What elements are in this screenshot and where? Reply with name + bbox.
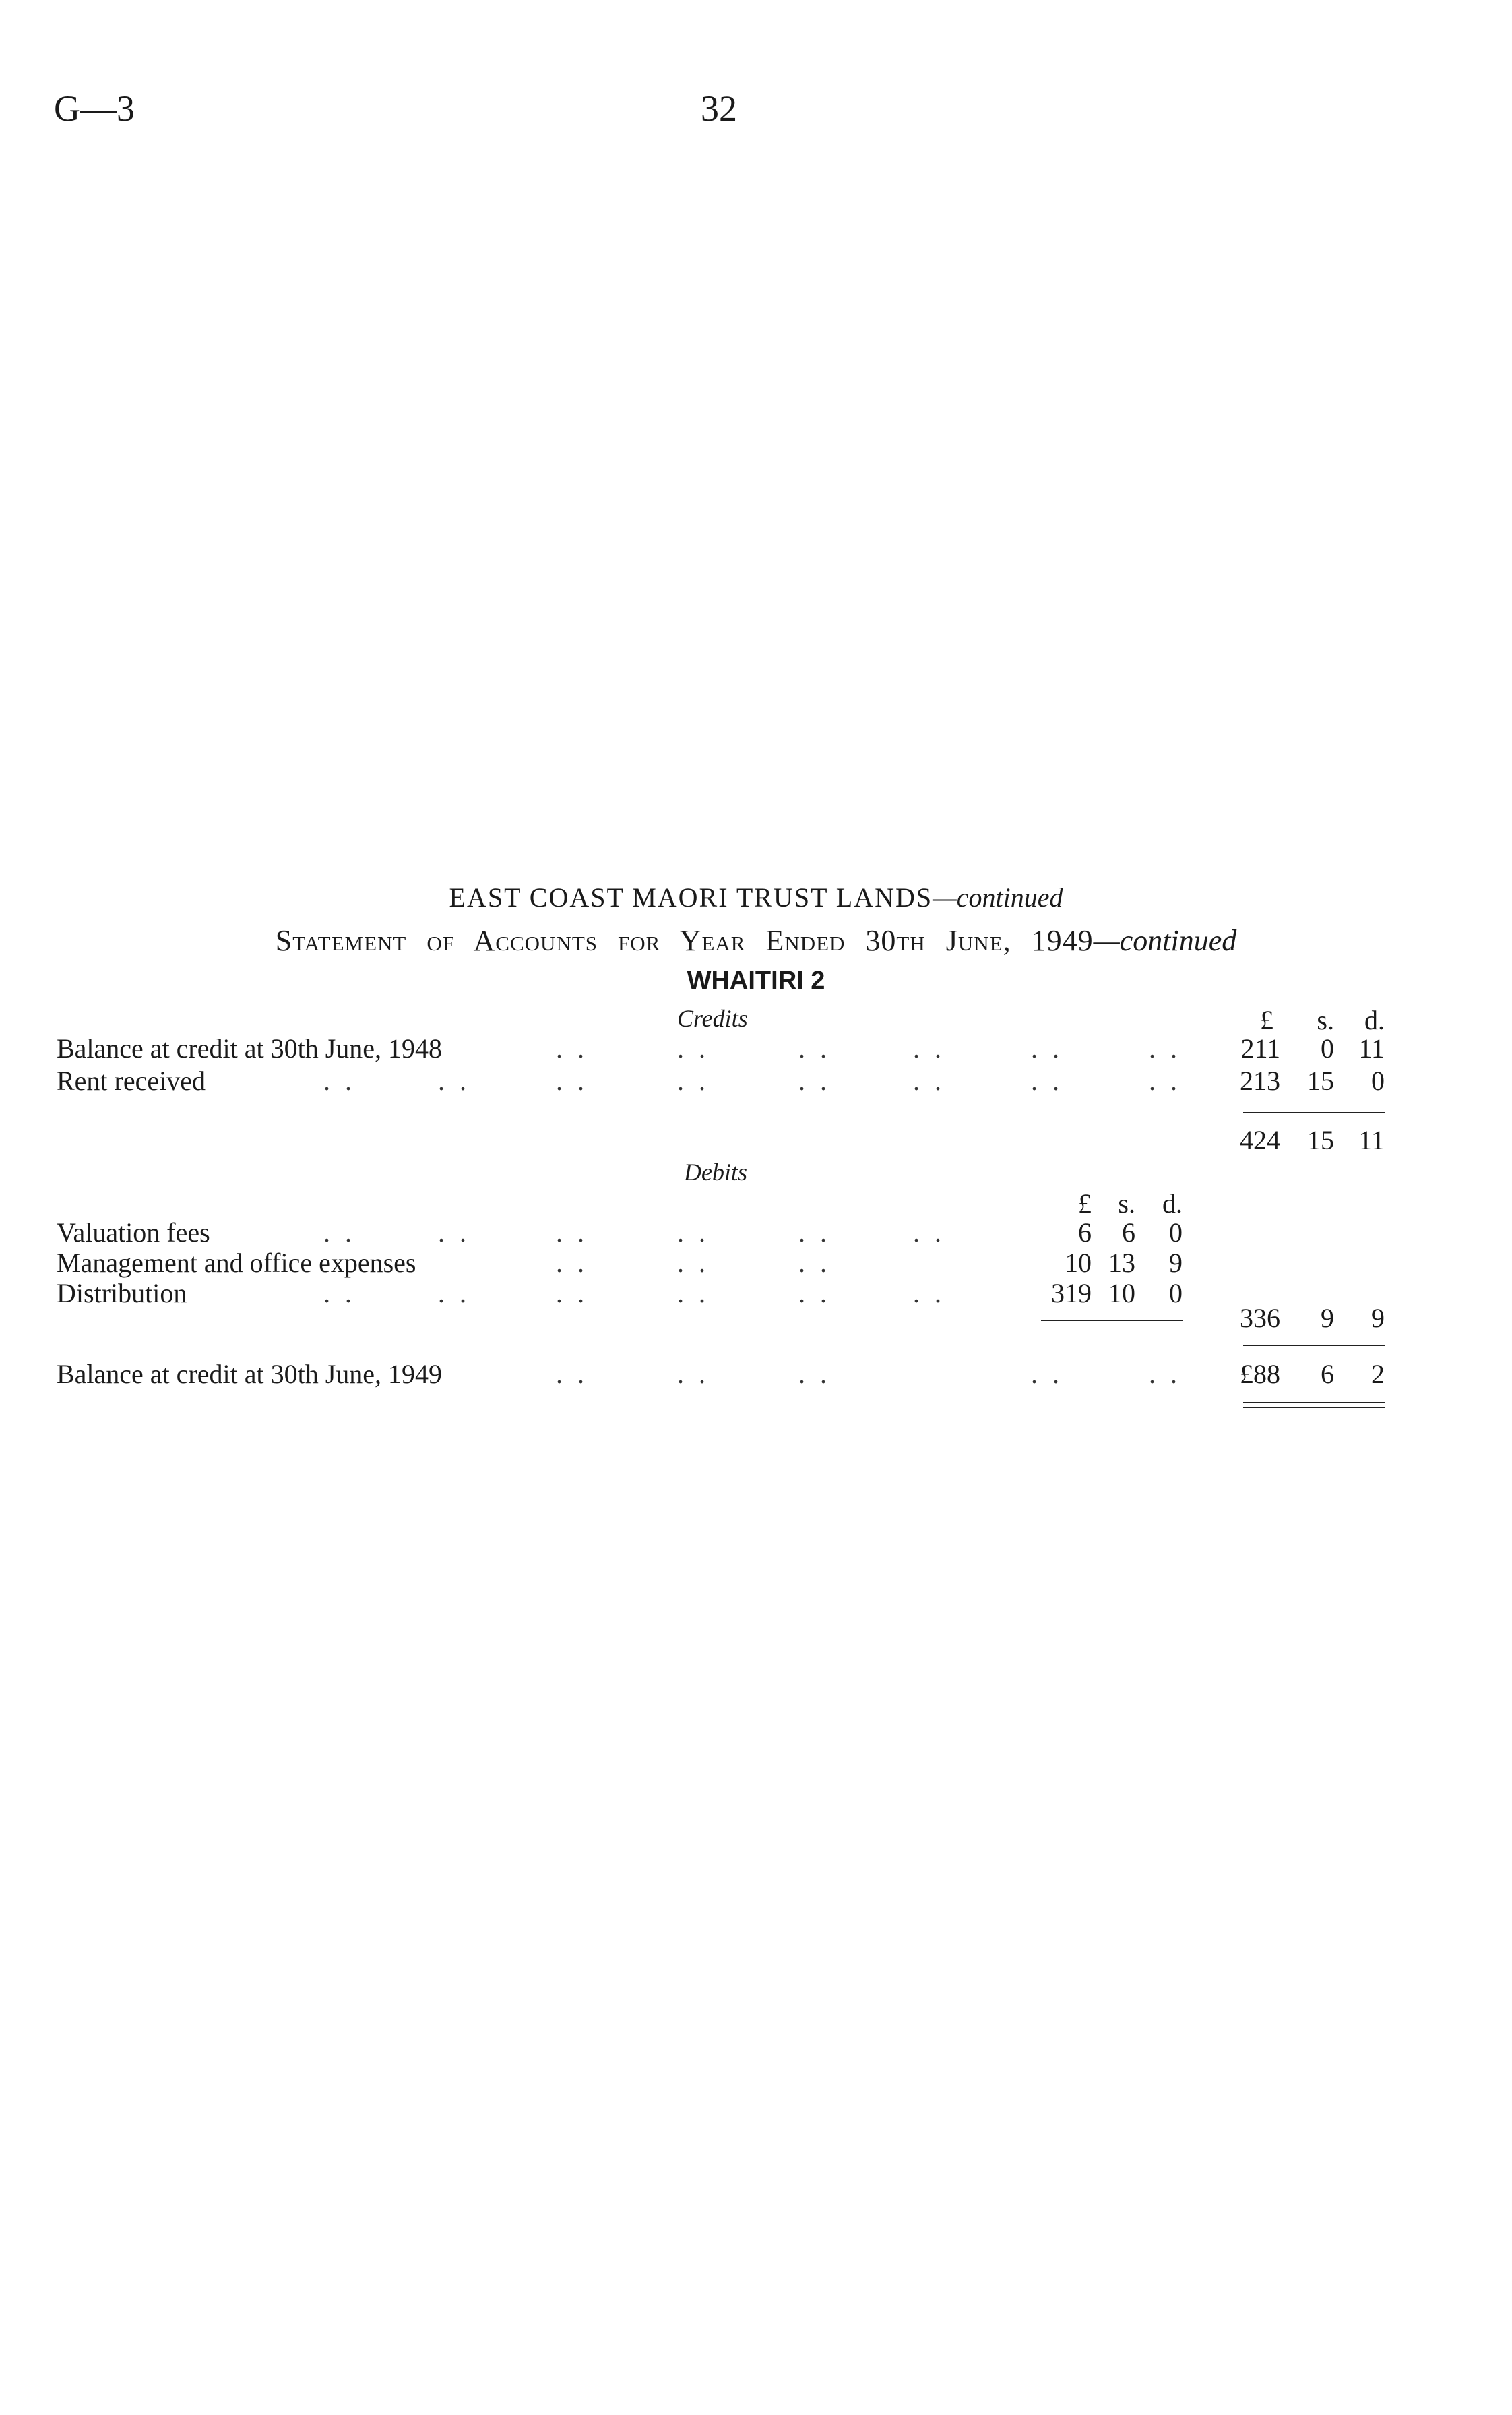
debits-subtotal-rule [1041,1320,1183,1321]
credits-col-pence: d. [1364,1005,1385,1035]
credit-row-shillings: 0 [1321,1033,1334,1064]
leader-dots: . . [913,1066,945,1096]
credits-col-pounds: £ [1260,1005,1273,1035]
title-main: EAST COAST MAORI TRUST LANDS [449,882,933,913]
closing-pounds: £88 [1240,1359,1280,1389]
leader-dots: . . [677,1359,710,1389]
credit-row-shillings: 15 [1307,1066,1334,1096]
debit-row-pounds: 6 [1078,1217,1092,1248]
debit-row-shillings: 13 [1108,1248,1135,1278]
debits-total-pence: 9 [1371,1303,1385,1333]
leader-dots: . . [798,1359,831,1389]
leader-dots: . . [798,1066,831,1096]
debit-row-pence: 9 [1169,1248,1183,1278]
leader-dots: . . [1031,1066,1063,1096]
debits-col-pence: d. [1162,1188,1183,1219]
credit-row-label: Balance at credit at 30th June, 1948 [57,1033,443,1064]
credits-total-shillings: 15 [1307,1125,1334,1155]
leader-dots: . . [1031,1359,1063,1389]
leader-dots: . . [323,1278,356,1308]
debit-row-pounds: 319 [1051,1278,1092,1308]
debits-total-shillings: 9 [1321,1303,1334,1333]
debit-row-label: Valuation fees [57,1217,210,1248]
debit-row-label: Distribution [57,1278,187,1308]
debits-col-pounds: £ [1078,1188,1092,1219]
closing-shillings: 6 [1321,1359,1334,1389]
leader-dots: . . [323,1217,356,1248]
leader-dots: . . [798,1248,831,1278]
debits-heading: Debits [684,1159,747,1186]
leader-dots: . . [677,1217,710,1248]
leader-dots: . . [798,1278,831,1308]
page-number: 32 [701,88,737,129]
leader-dots: . . [1149,1066,1181,1096]
debit-row-shillings: 10 [1108,1278,1135,1308]
debit-row-pounds: 10 [1065,1248,1092,1278]
leader-dots: . . [1149,1033,1181,1064]
statement-title [0,923,1512,958]
closing-pence: 2 [1371,1359,1385,1389]
debits-col-shillings: s. [1118,1188,1135,1219]
leader-dots: . . [438,1217,470,1248]
document-title [0,882,1512,913]
leader-dots: . . [913,1217,945,1248]
leader-dots: . . [677,1033,710,1064]
closing-double-rule [1243,1402,1385,1408]
credit-row-pounds: 213 [1240,1066,1280,1096]
leader-dots: . . [798,1217,831,1248]
credits-total-rule [1243,1112,1385,1113]
leader-dots: . . [677,1278,710,1308]
statement-title-main: Statement of Accounts for Year Ended 30th June, 1949 [275,924,1094,957]
leader-dots: . . [677,1248,710,1278]
closing-label: Balance at credit at 30th June, 1949 [57,1359,443,1389]
leader-dots: . . [913,1278,945,1308]
leader-dots: . . [677,1066,710,1096]
credit-row-label: Rent received [57,1066,206,1096]
debits-total-pounds: 336 [1240,1303,1280,1333]
credits-col-shillings: s. [1317,1005,1334,1035]
leader-dots: . . [913,1033,945,1064]
block-title: WHAITIRI 2 [687,967,825,995]
leader-dots: . . [556,1359,588,1389]
closing-rule [1243,1345,1385,1346]
leader-dots: . . [556,1278,588,1308]
credit-row-pence: 0 [1371,1066,1385,1096]
leader-dots: . . [556,1248,588,1278]
credits-total-pence: 11 [1358,1125,1385,1155]
leader-dots: . . [798,1033,831,1064]
leader-dots: . . [556,1033,588,1064]
leader-dots: . . [438,1066,470,1096]
debit-row-pence: 0 [1169,1278,1183,1308]
leader-dots: . . [1031,1033,1063,1064]
leader-dots: . . [556,1066,588,1096]
credits-total-pounds: 424 [1240,1125,1280,1155]
statement-title-suffix: —continued [1093,924,1237,957]
leader-dots: . . [323,1066,356,1096]
debit-row-label: Management and office expenses [57,1248,416,1278]
credit-row-pounds: 211 [1240,1033,1280,1064]
credits-heading: Credits [677,1005,748,1032]
leader-dots: . . [1149,1359,1181,1389]
page-code: G—3 [54,88,135,129]
title-suffix: —continued [933,882,1063,913]
credit-row-pence: 11 [1358,1033,1385,1064]
leader-dots: . . [438,1278,470,1308]
debit-row-shillings: 6 [1122,1217,1135,1248]
debit-row-pence: 0 [1169,1217,1183,1248]
leader-dots: . . [556,1217,588,1248]
